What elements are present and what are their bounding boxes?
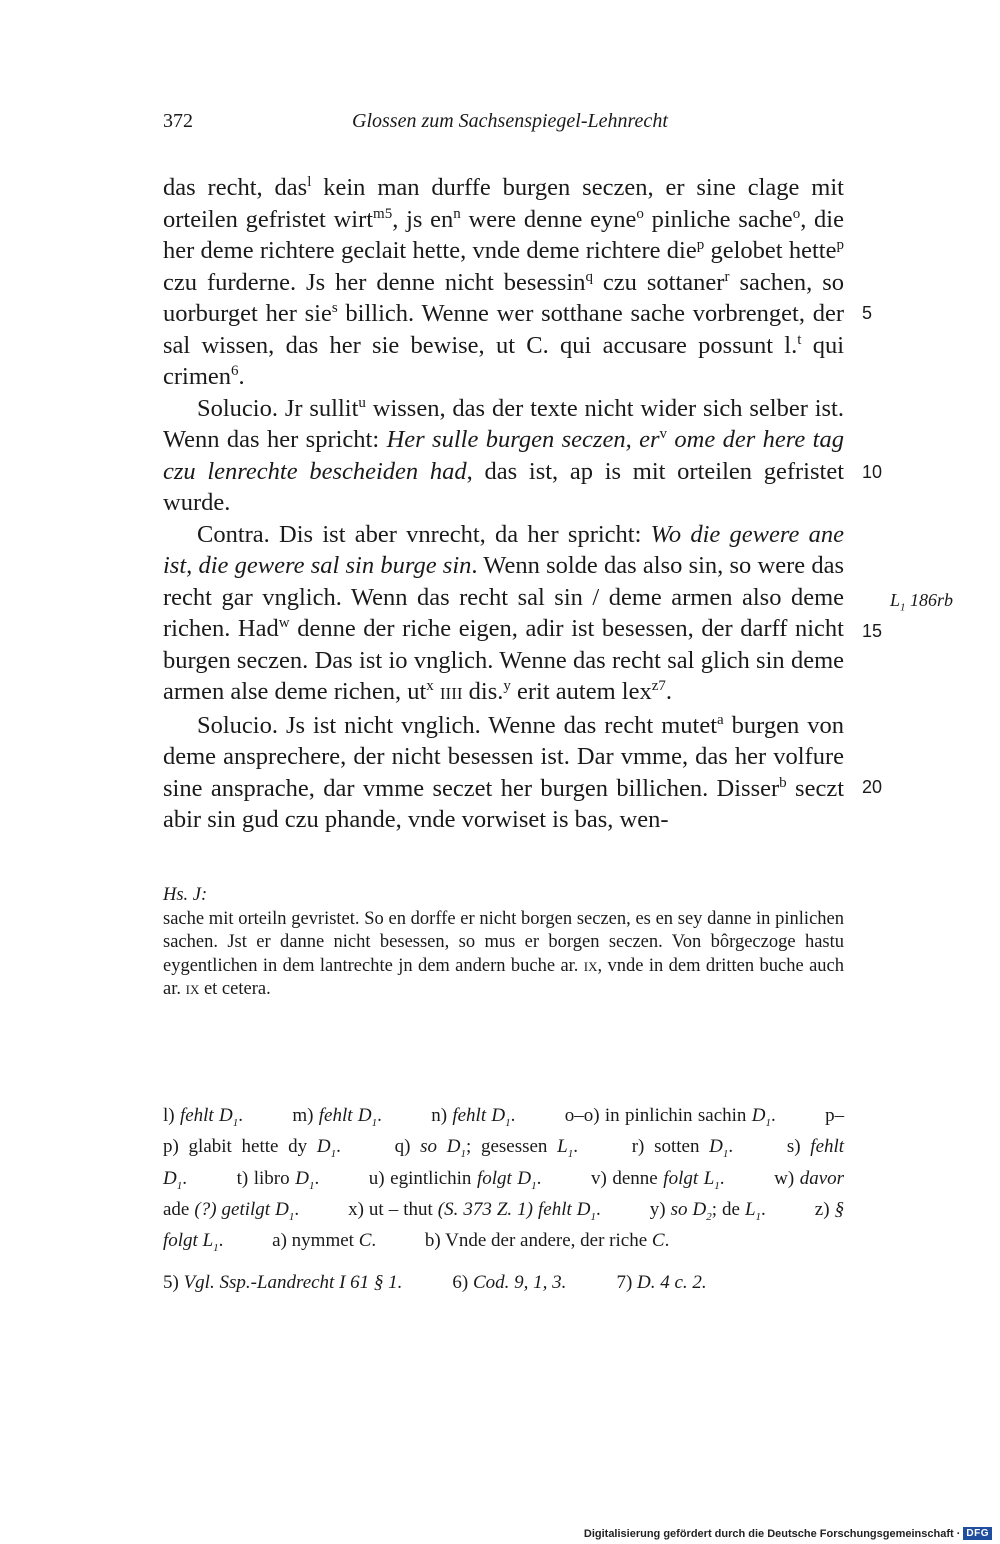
text-run: 186rb xyxy=(905,590,954,610)
apparatus-note: y) so $D_2$; de $L_1$. xyxy=(649,1198,766,1223)
apparatus-note: w) davor ade (?) getilgt $D_1$. xyxy=(163,1167,845,1223)
text-run: were denne eyne xyxy=(460,205,637,233)
apparatus-note: a) nymmet C. xyxy=(272,1230,377,1252)
apparatus-note: v) denne folgt $L_1$. xyxy=(590,1167,725,1192)
line-number: 5 xyxy=(862,303,873,323)
manuscript-variant-block xyxy=(163,884,844,1002)
apparatus-ref: r xyxy=(724,268,730,285)
text-run: sachen, so uorburget her sie xyxy=(163,268,844,327)
text-run: , vnde in dem dritten buche auch ar. xyxy=(163,955,844,999)
apparatus-ref: b xyxy=(779,774,787,791)
apparatus-ref: x xyxy=(426,678,434,694)
running-title: Glossen zum Sachsenspiegel-Lehnrecht xyxy=(352,110,668,132)
subscript: 1 xyxy=(900,601,906,614)
footnote-ref: 6 xyxy=(231,363,239,379)
text-run: czu sottaner xyxy=(592,268,725,296)
text-run: pinliche sache xyxy=(643,205,793,233)
footnote: 6) Cod. 9, 1, 3. xyxy=(452,1272,567,1293)
dfg-logo-icon: DFG xyxy=(963,1527,992,1540)
footnote: 7) D. 4 c. 2. xyxy=(616,1272,707,1293)
apparatus-ref: n xyxy=(453,205,461,222)
apparatus-ref: v xyxy=(659,426,667,442)
apparatus-note: u) egintlichin folgt $D_1$. xyxy=(368,1167,542,1192)
apparatus-ref: q xyxy=(585,268,593,285)
credit-text: Digitalisierung gefördert durch die Deutsche Forschungsgemeinschaft · xyxy=(583,1527,961,1540)
roman-numeral: ix xyxy=(583,955,598,976)
main-text xyxy=(163,172,844,836)
apparatus-ref: u xyxy=(358,394,366,411)
text-run: et cetera. xyxy=(199,979,271,999)
text-run: Contra. Dis ist aber vnrecht, da her spricht: xyxy=(197,520,651,548)
paragraph-1 xyxy=(163,172,844,393)
manuscript-text xyxy=(163,908,844,1002)
apparatus-note: n) fehlt $D_1$. xyxy=(431,1105,516,1129)
roman-numeral: IIII xyxy=(439,684,463,703)
text-run: . xyxy=(238,363,245,390)
text-run: L xyxy=(890,590,901,610)
text-run: , die her deme richtere geclait hette, vnde deme richtere die xyxy=(163,205,844,264)
text-run: kein man durffe burgen seczen, er sine clage mit orteilen gefristet wirt xyxy=(163,174,844,233)
text-run: seczt abir sin gud czu phande, vnde vorwiset is bas, wen- xyxy=(163,774,845,833)
apparatus-ref: a xyxy=(717,711,724,728)
apparatus-ref: s xyxy=(331,300,338,316)
apparatus-ref: w xyxy=(278,615,290,631)
line-number: 10 xyxy=(862,462,883,482)
apparatus-ref: y xyxy=(503,678,511,694)
text-run: czu furderne. Js her denne nicht besessin xyxy=(163,268,586,296)
funding-credit xyxy=(584,1527,992,1540)
apparatus-ref: m5 xyxy=(373,205,393,222)
text-run: denne der riche eigen, adir ist besessen, der darff nicht burgen seczen. Das ist io vnglich. Wenne das recht sal glich sin deme armen alse deme richen, ut xyxy=(163,615,844,705)
apparatus-ref: o xyxy=(792,205,801,222)
apparatus-note: l) fehlt $D_1$. xyxy=(163,1105,244,1129)
text-run: qui crimen xyxy=(163,331,844,390)
folio-margin-note xyxy=(890,590,953,614)
apparatus-note: s) fehlt $D_1$. xyxy=(163,1136,845,1192)
quotation: Her sulle burgen seczen, er xyxy=(386,426,660,453)
apparatus-ref: o xyxy=(636,205,644,222)
manuscript-heading: Hs. J: xyxy=(163,885,208,905)
footnotes xyxy=(163,1271,844,1295)
text-run: Solucio. Jr sullit xyxy=(197,394,359,422)
text-run: gelobet hette xyxy=(704,237,837,264)
apparatus-note: m) fehlt $D_1$. xyxy=(292,1105,382,1129)
text-run: wissen, das der texte nicht wider sich selber ist. Wenn das her spricht: xyxy=(163,394,844,453)
text-run: sache mit orteiln gevristet. So en dorffe er nicht borgen seczen, es en sey danne in pinlichen sachen. Jst er danne nicht besessen, so mus er borgen seczen. Von bôrgeczoge hastu eygentlichen in dem lantrechte jn dem andern buche ar. xyxy=(163,908,844,976)
text-run: Solucio. Js ist nicht vnglich. Wenne das recht mutet xyxy=(197,711,718,739)
footnote: 5) Vgl. Ssp.-Landrecht I 61 § 1. xyxy=(163,1272,403,1293)
apparatus-ref: p xyxy=(836,237,844,253)
line-number: 20 xyxy=(862,777,883,797)
text-run: das recht, das xyxy=(163,174,308,201)
text-run: . xyxy=(665,678,673,705)
paragraph-3 xyxy=(163,519,844,710)
page-number: 372 xyxy=(163,110,193,132)
quotation: ome der here tag czu lenrechte bescheiden had xyxy=(163,426,844,485)
apparatus-note: b) Vnde der andere, der riche C. xyxy=(424,1230,670,1252)
apparatus-note: q) so $D_1$; gesessen $L_1$. xyxy=(394,1136,578,1161)
text-run: , js en xyxy=(392,205,454,233)
apparatus-note: p–p) glabit hette dy $D_1$. xyxy=(163,1105,845,1161)
apparatus-note: o–o) in pinlichin sachin $D_1$. xyxy=(564,1105,776,1129)
line-number: 15 xyxy=(862,621,883,641)
paragraph-2 xyxy=(163,393,844,519)
text-run: billich. Wenne wer sotthane sache vorbrenget, der sal wissen, das her sie bewise, ut C. qui accusare possunt l. xyxy=(163,300,844,359)
apparatus-note: t) libro $D_1$. xyxy=(236,1167,320,1192)
apparatus-note: z) § folgt $L_1$. xyxy=(163,1198,845,1254)
quotation: Wo die gewere ane ist, die gewere sal sin burge sin xyxy=(163,520,844,579)
roman-numeral: ix xyxy=(185,979,200,999)
text-run: erit autem lex xyxy=(510,678,652,705)
apparatus-ref: l xyxy=(307,174,312,190)
apparatus-ref: p xyxy=(696,237,705,253)
text-run: burgen von deme ansprechere, der nicht besessen ist. Dar vmme, das her volfure sine ansprache, dar vmme seczet her burgen billichen. Disser xyxy=(163,711,844,802)
text-run: dis. xyxy=(462,678,504,705)
apparatus-ref: t xyxy=(797,331,802,348)
text-run: , das ist, ap is mit orteilen gefristet wurde. xyxy=(163,457,845,516)
apparatus-ref: z7 xyxy=(651,678,666,694)
critical-apparatus xyxy=(163,1104,844,1260)
text-run: . Wenn solde das also sin, so were das recht gar vnglich. Wenn das recht sal sin / deme armen also deme richen. Had xyxy=(163,552,844,642)
paragraph-4 xyxy=(163,710,844,836)
apparatus-note: x) ut – thut (S. 373 Z. 1) fehlt $D_1$. xyxy=(348,1198,601,1223)
apparatus-note: r) sotten $D_1$. xyxy=(631,1136,734,1161)
